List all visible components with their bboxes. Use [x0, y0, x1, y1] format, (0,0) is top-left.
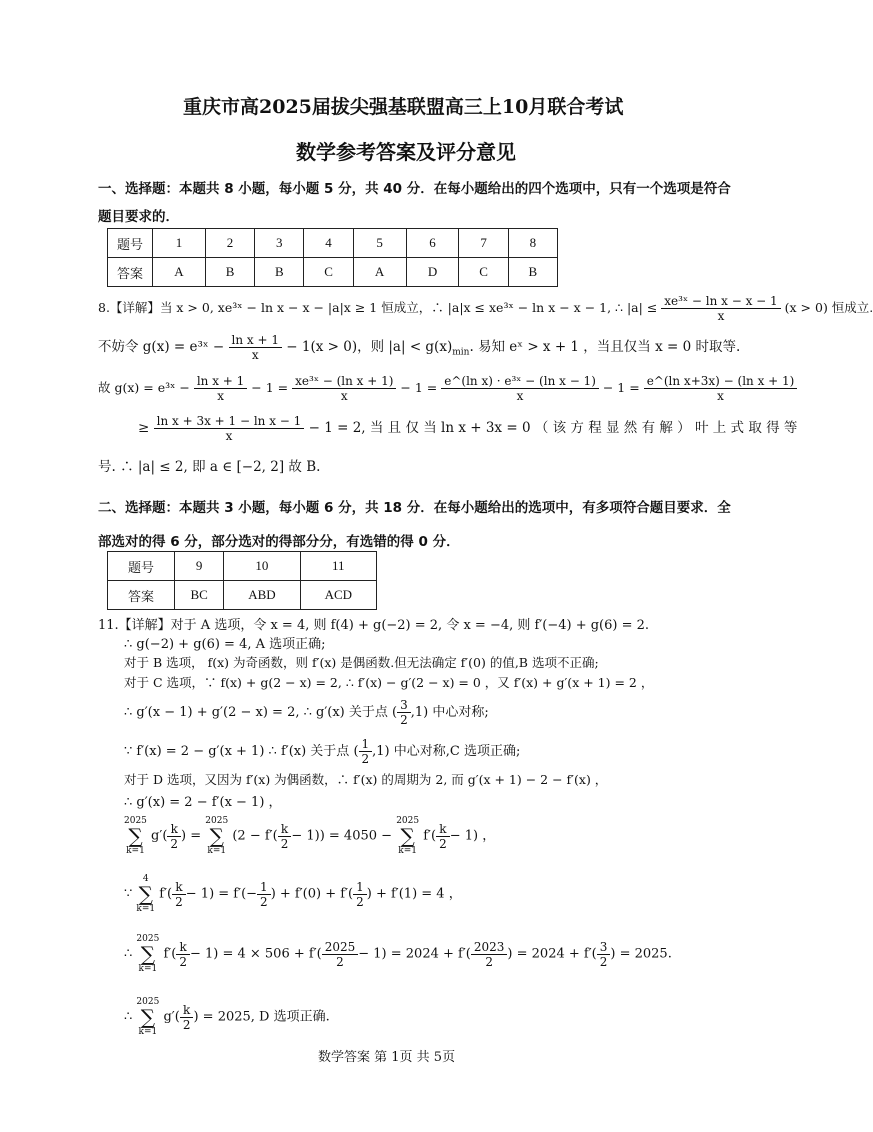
q11-sum-line2: ∵ 4 ∑ k=1 f′( $\frac{k}{2}$ − 1) = f′(− $\frac{1}{2}$ ) + f′(0) + f′( $\frac{1}{2}$ ) + f′(1) = 4 ，: [124, 874, 462, 914]
answer-table-1: [107, 228, 558, 287]
q8-line1: 8.【详解】当 x > 0, xe³ˣ − ln x − x − |a|x ≥ 1 恒成立，∴ |a|x ≤ xe³ˣ − ln x − x − 1, ∴ |a| ≤ $\frac{\text{xe³ˣ − ln x − x − 1}}{x}$ (x > 0) 恒成立.: [98, 294, 873, 323]
table-cell: 答案: [108, 258, 153, 287]
sigma-symbol: 4 ∑ k=1: [136, 874, 156, 914]
table-cell: BC: [175, 581, 224, 610]
sigma-symbol: 2025 ∑ k=1: [396, 816, 420, 856]
fraction: $\frac{\text{ln x + 1}}{x}$: [229, 333, 282, 362]
table-cell: B: [255, 258, 304, 287]
table-cell: 题号: [108, 229, 153, 258]
fraction: $\frac{2025}{2}$: [322, 940, 359, 969]
fraction: $\frac{\text{e\textasciicircum{}(ln x) · e³ˣ − (ln x − 1)}}{x}$: [441, 374, 599, 403]
sigma-symbol: 2025 ∑ k=1: [136, 997, 160, 1037]
fraction: $\frac{1}{2}$: [353, 880, 367, 909]
table-cell: 8: [508, 229, 557, 258]
sigma-symbol: 2025 ∑ k=1: [124, 816, 147, 856]
q11-line5: ∴ g′(x − 1) + g′(2 − x) = 2, ∴ g′(x) 关于点 ( $\frac{3}{2}$ ,1) 中心对称;: [124, 698, 489, 727]
table-cell: 答案: [108, 581, 175, 610]
table-cell: C: [459, 258, 508, 287]
table-cell: B: [205, 258, 254, 287]
fraction: $\frac{\text{e\textasciicircum{}(ln x+3x) − (ln x + 1)}}{x}$: [644, 374, 798, 403]
q11-sum-line3: ∴ 2025 ∑ k=1 f′( $\frac{k}{2}$ − 1) = 4 × 506 + f′( $\frac{2025}{2}$ − 1) = 2024 + f′( $\frac{2023}{2}$ ) = 2024 + f′( $\frac{3}{2}$ ) = 2025.: [124, 934, 672, 974]
fraction: $\frac{k}{2}$: [436, 822, 450, 851]
q8-line4: ≥ $\frac{\text{ln x + 3x + 1 − ln x − 1}}{x}$ − 1 = 2, 当 且 仅 当 ln x + 3x = 0 （ 该 方 程 显 然 有 解 ） 叶 上 式 取 得 等: [138, 414, 798, 443]
table-cell: 4: [304, 229, 353, 258]
table-cell: 6: [406, 229, 459, 258]
page-title: 重庆市高2025届拔尖强基联盟高三上10月联合考试: [183, 96, 624, 118]
fraction: $\frac{2023}{2}$: [471, 940, 508, 969]
fraction: $\frac{\text{xe³ˣ − (ln x + 1)}}{x}$: [292, 374, 396, 403]
table-cell: A: [353, 258, 406, 287]
fraction: $\frac{\text{ln x + 3x + 1 − ln x − 1}}{x}$: [154, 414, 305, 443]
q8-line2: 不妨令 g(x) = e³ˣ − $\frac{\text{ln x + 1}}{x}$ − 1(x > 0)，则 $|a| < g(x)_{min}$. 易知 eˣ > x + 1 ，当且仅当 x = 0 时取等.: [98, 333, 741, 362]
table-cell: 7: [459, 229, 508, 258]
table-cell: 3: [255, 229, 304, 258]
fraction: $\frac{3}{2}$: [597, 940, 611, 969]
table-cell: C: [304, 258, 353, 287]
answer-table-2: [107, 551, 377, 610]
table-row: [108, 229, 558, 258]
section2-line1: 二、选择题：本题共 3 小题，每小题 6 分，共 18 分．在每小题给出的选项中，有多项符合题目要求．全: [98, 500, 731, 516]
fraction: $\frac{1}{2}$: [257, 880, 271, 909]
fraction: $\frac{k}{2}$: [167, 822, 181, 851]
table-cell: 5: [353, 229, 406, 258]
q11-line6: ∵ f′(x) = 2 − g′(x + 1) ∴ f′(x) 关于点 ( $\frac{1}{2}$ ,1) 中心对称,C 选项正确;: [124, 737, 521, 766]
fraction: $\frac{1}{2}$: [359, 737, 373, 766]
table-row: [108, 552, 377, 581]
fraction: $\frac{k}{2}$: [172, 880, 186, 909]
section2-line2: 部选对的得 6 分，部分选对的得部分分，有选错的得 0 分．: [98, 534, 460, 550]
table-cell: ACD: [300, 581, 376, 610]
q8-line3: 故 g(x) = e³ˣ − $\frac{\text{ln x + 1}}{x}$ − 1 = $\frac{\text{xe³ˣ − (ln x + 1)}}{x}$ − 1 = $\frac{\text{e\textasciicircum{}(ln x) · e³ˣ − (ln x − 1)}}{x}$ − 1 = $\frac{\text{e\textasciicircum{}(ln x+3x) − (ln x + 1)}}{x}$: [98, 374, 797, 403]
q11-sum-line1: 2025 ∑ k=1 g′( $\frac{k}{2}$ ) = 2025 ∑ k=1 (2 − f′( $\frac{k}{2}$ − 1)) = 4050 − 2025 ∑ k=1 f′( $\frac{k}{2}$ − 1) ，: [124, 816, 496, 856]
fraction: $\frac{3}{2}$: [397, 698, 411, 727]
table-cell: D: [406, 258, 459, 287]
q11-line2: ∴ g(−2) + g(6) = 4, A 选项正确;: [124, 637, 326, 652]
fraction: $\frac{\text{ln x + 1}}{x}$: [194, 374, 247, 403]
table-row: [108, 581, 377, 610]
q11-line1: 11.【详解】对于 A 选项，令 x = 4, 则 f(4) + g(−2) = 2, 令 x = −4, 则 f′(−4) + g(6) = 2.: [98, 618, 650, 633]
table-cell: ABD: [224, 581, 300, 610]
sigma-symbol: 2025 ∑ k=1: [205, 816, 229, 856]
q11-line3: 对于 B 选项， f(x) 为奇函数，则 f′(x) 是偶函数.但无法确定 f′(0) 的值,B 选项不正确;: [124, 655, 599, 670]
fraction: $\frac{k}{2}$: [180, 1003, 194, 1032]
fraction: $\frac{k}{2}$: [278, 822, 292, 851]
section1-line2: 题目要求的．: [98, 209, 179, 225]
table-cell: 2: [205, 229, 254, 258]
table-cell: 10: [224, 552, 300, 581]
fraction: $\frac{k}{2}$: [176, 940, 190, 969]
table-row: [108, 258, 558, 287]
fraction: $\frac{\text{xe³ˣ − ln x − x − 1}}{x}$: [661, 294, 780, 323]
sigma-symbol: 2025 ∑ k=1: [136, 934, 160, 974]
table-cell: 1: [153, 229, 206, 258]
q11-line7: 对于 D 选项，又因为 f′(x) 为偶函数，∴ f′(x) 的周期为 2, 而 g′(x + 1) − 2 − f′(x) ，: [124, 772, 608, 787]
q11-line8: ∴ g′(x) = 2 − f′(x − 1) ，: [124, 795, 282, 810]
section1-line1: 一、选择题：本题共 8 小题，每小题 5 分，共 40 分．在每小题给出的四个选项中，只有一个选项是符合: [98, 181, 731, 197]
table-cell: A: [153, 258, 206, 287]
page-subtitle: 数学参考答案及评分意见: [296, 140, 516, 164]
q11-line4: 对于 C 选项，∵ f(x) + g(2 − x) = 2, ∴ f′(x) − g′(2 − x) = 0 ，又 f′(x) + g′(x + 1) = 2 ，: [124, 675, 654, 690]
q8-label: 8.【详解】: [98, 300, 160, 315]
q11-sum-line4: ∴ 2025 ∑ k=1 g′( $\frac{k}{2}$ ) = 2025, D 选项正确.: [124, 997, 330, 1037]
table-cell: 题号: [108, 552, 175, 581]
table-cell: 9: [175, 552, 224, 581]
page-footer: 数学答案 第 1页 共 5页: [318, 1050, 456, 1065]
q8-line5: 号. ∴ |a| ≤ 2, 即 a ∈ [−2, 2] 故 B.: [98, 459, 321, 475]
table-cell: B: [508, 258, 557, 287]
table-cell: 11: [300, 552, 376, 581]
